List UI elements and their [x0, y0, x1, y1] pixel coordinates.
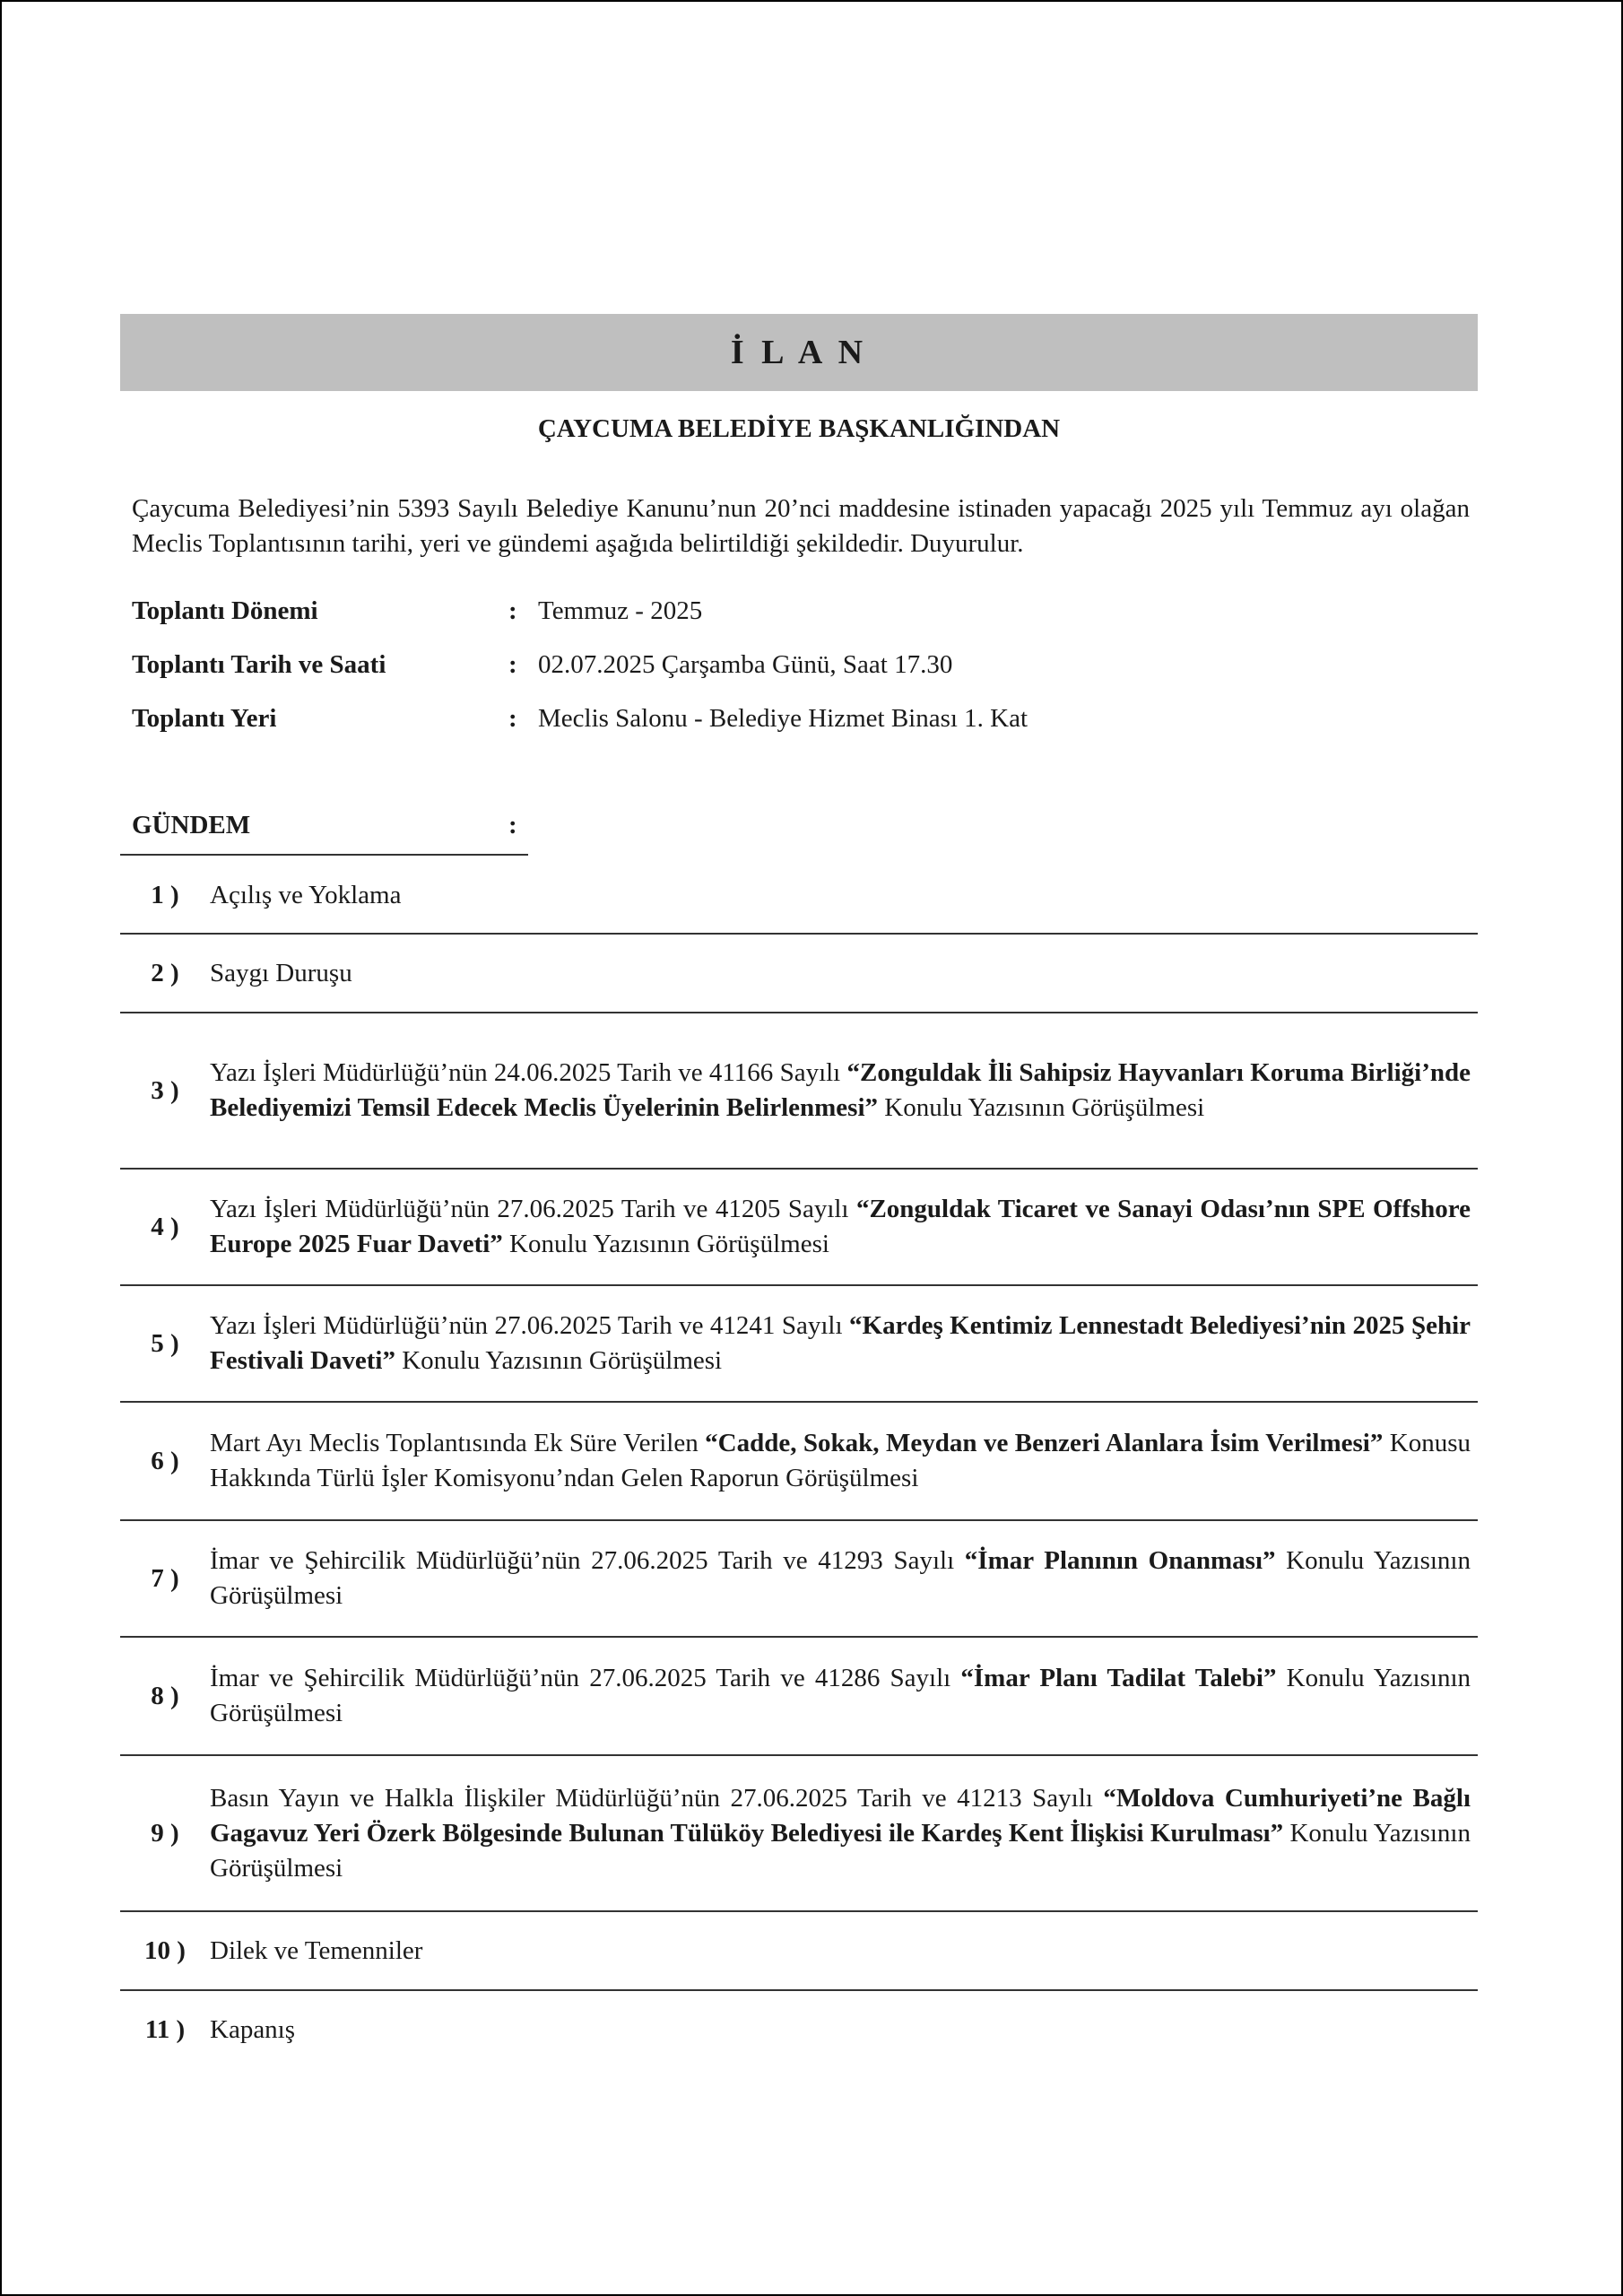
agenda-item-text: Mart Ayı Meclis Toplantısında Ek Süre Verilen “Cadde, Sokak, Meydan ve Benzeri Alanlara İsim Verilmesi” Konusu Hakkında Türlü İşler Komisyonu’ndan Gelen Raporun Görüşülmesi: [210, 1429, 1471, 1492]
title-banner: [120, 314, 1478, 391]
info-value: 02.07.2025 Çarşamba Günü, Saat 17.30: [538, 650, 953, 679]
agenda-item-number: 3 ): [151, 1075, 179, 1105]
agenda-item: [120, 935, 1478, 1013]
agenda-item-text: Yazı İşleri Müdürlüğü’nün 27.06.2025 Tarih ve 41241 Sayılı “Kardeş Kentimiz Lennestadt Belediyesi’nin 2025 Şehir Festivali Daveti” Konulu Yazısının Görüşülmesi: [210, 1311, 1471, 1375]
info-colon: :: [508, 650, 517, 679]
agenda-item-number: 10 ): [144, 1935, 186, 1965]
agenda-item-text: Kapanış: [210, 2014, 296, 2044]
agenda-item: [120, 1756, 1478, 1912]
agenda-item-text: İmar ve Şehircilik Müdürlüğü’nün 27.06.2025 Tarih ve 41286 Sayılı “İmar Planı Tadilat Talebi” Konulu Yazısının Görüşülmesi: [210, 1664, 1471, 1727]
agenda-item: [120, 1991, 1478, 2068]
info-value: Temmuz - 2025: [538, 596, 703, 625]
intro-paragraph: Çaycuma Belediyesi’nin 5393 Sayılı Belediye Kanunu’nun 20’nci maddesine istinaden yapacağı 2025 yılı Temmuz ayı olağan Meclis Toplantısının tarihi, yeri ve gündemi aşağıda belirtildiği şekildedir. Duyurulur.: [132, 494, 1470, 558]
agenda-item-text: Basın Yayın ve Halkla İlişkiler Müdürlüğü’nün 27.06.2025 Tarih ve 41213 Sayılı “Moldova Cumhuriyeti’ne Bağlı Gagavuz Yeri Özerk Bölgesinde Bulunan Tülüköy Belediyesi ile Kardeş Kent İlişkisi Kurulması” Konulu Yazısının Görüşülmesi: [210, 1783, 1471, 1883]
agenda-item-text: Yazı İşleri Müdürlüğü’nün 24.06.2025 Tarih ve 41166 Sayılı “Zonguldak İli Sahipsiz Hayvanları Koruma Birliği’nde Belediyemizi Temsil Edecek Meclis Üyelerinin Belirlenmesi” Konulu Yazısının Görüşülmesi: [210, 1058, 1471, 1122]
agenda-item: [120, 1521, 1478, 1638]
agenda-item: [120, 1013, 1478, 1170]
agenda-item-number: 9 ): [151, 1818, 179, 1848]
agenda-item-text: Dilek ve Temenniler: [210, 1935, 423, 1965]
agenda-item-number: 1 ): [151, 880, 179, 909]
info-colon: :: [508, 704, 517, 733]
agenda-item-number: 2 ): [151, 958, 179, 987]
agenda-item: [120, 857, 1478, 935]
agenda-item: [120, 1638, 1478, 1756]
agenda-item-number: 6 ): [151, 1446, 179, 1475]
info-label: Toplantı Yeri: [132, 704, 277, 733]
agenda-item-text: Açılış ve Yoklama: [210, 880, 402, 909]
agenda-item: [120, 1170, 1478, 1286]
info-label: Toplantı Dönemi: [132, 596, 318, 625]
info-value: Meclis Salonu - Belediye Hizmet Binası 1. Kat: [538, 704, 1028, 733]
agenda-item: [120, 1403, 1478, 1521]
agenda-item-number: 4 ): [151, 1212, 179, 1241]
issuer-heading: ÇAYCUMA BELEDİYE BAŞKANLIĞINDAN: [537, 414, 1061, 443]
agenda-item-number: 7 ): [151, 1563, 179, 1593]
agenda-item-number: 5 ): [151, 1328, 179, 1358]
agenda-item-text: Saygı Duruşu: [210, 958, 352, 987]
agenda-colon: :: [508, 811, 517, 839]
agenda-item-text: İmar ve Şehircilik Müdürlüğü’nün 27.06.2025 Tarih ve 41293 Sayılı “İmar Planının Onanması” Konulu Yazısının Görüşülmesi: [210, 1546, 1471, 1610]
agenda-item: [120, 1912, 1478, 1991]
agenda-item-text: Yazı İşleri Müdürlüğü’nün 27.06.2025 Tarih ve 41205 Sayılı “Zonguldak Ticaret ve Sanayi Odası’nın SPE Offshore Europe 2025 Fuar Daveti” Konulu Yazısının Görüşülmesi: [210, 1195, 1471, 1258]
info-colon: :: [508, 596, 517, 625]
agenda-item-number: 11 ): [144, 2014, 186, 2044]
agenda-label: GÜNDEM: [132, 811, 251, 839]
agenda-heading: [120, 807, 528, 856]
document-title: İ L A N: [730, 334, 868, 371]
agenda-item: [120, 1286, 1478, 1403]
info-label: Toplantı Tarih ve Saati: [132, 650, 386, 679]
agenda-item-number: 8 ): [151, 1681, 179, 1710]
